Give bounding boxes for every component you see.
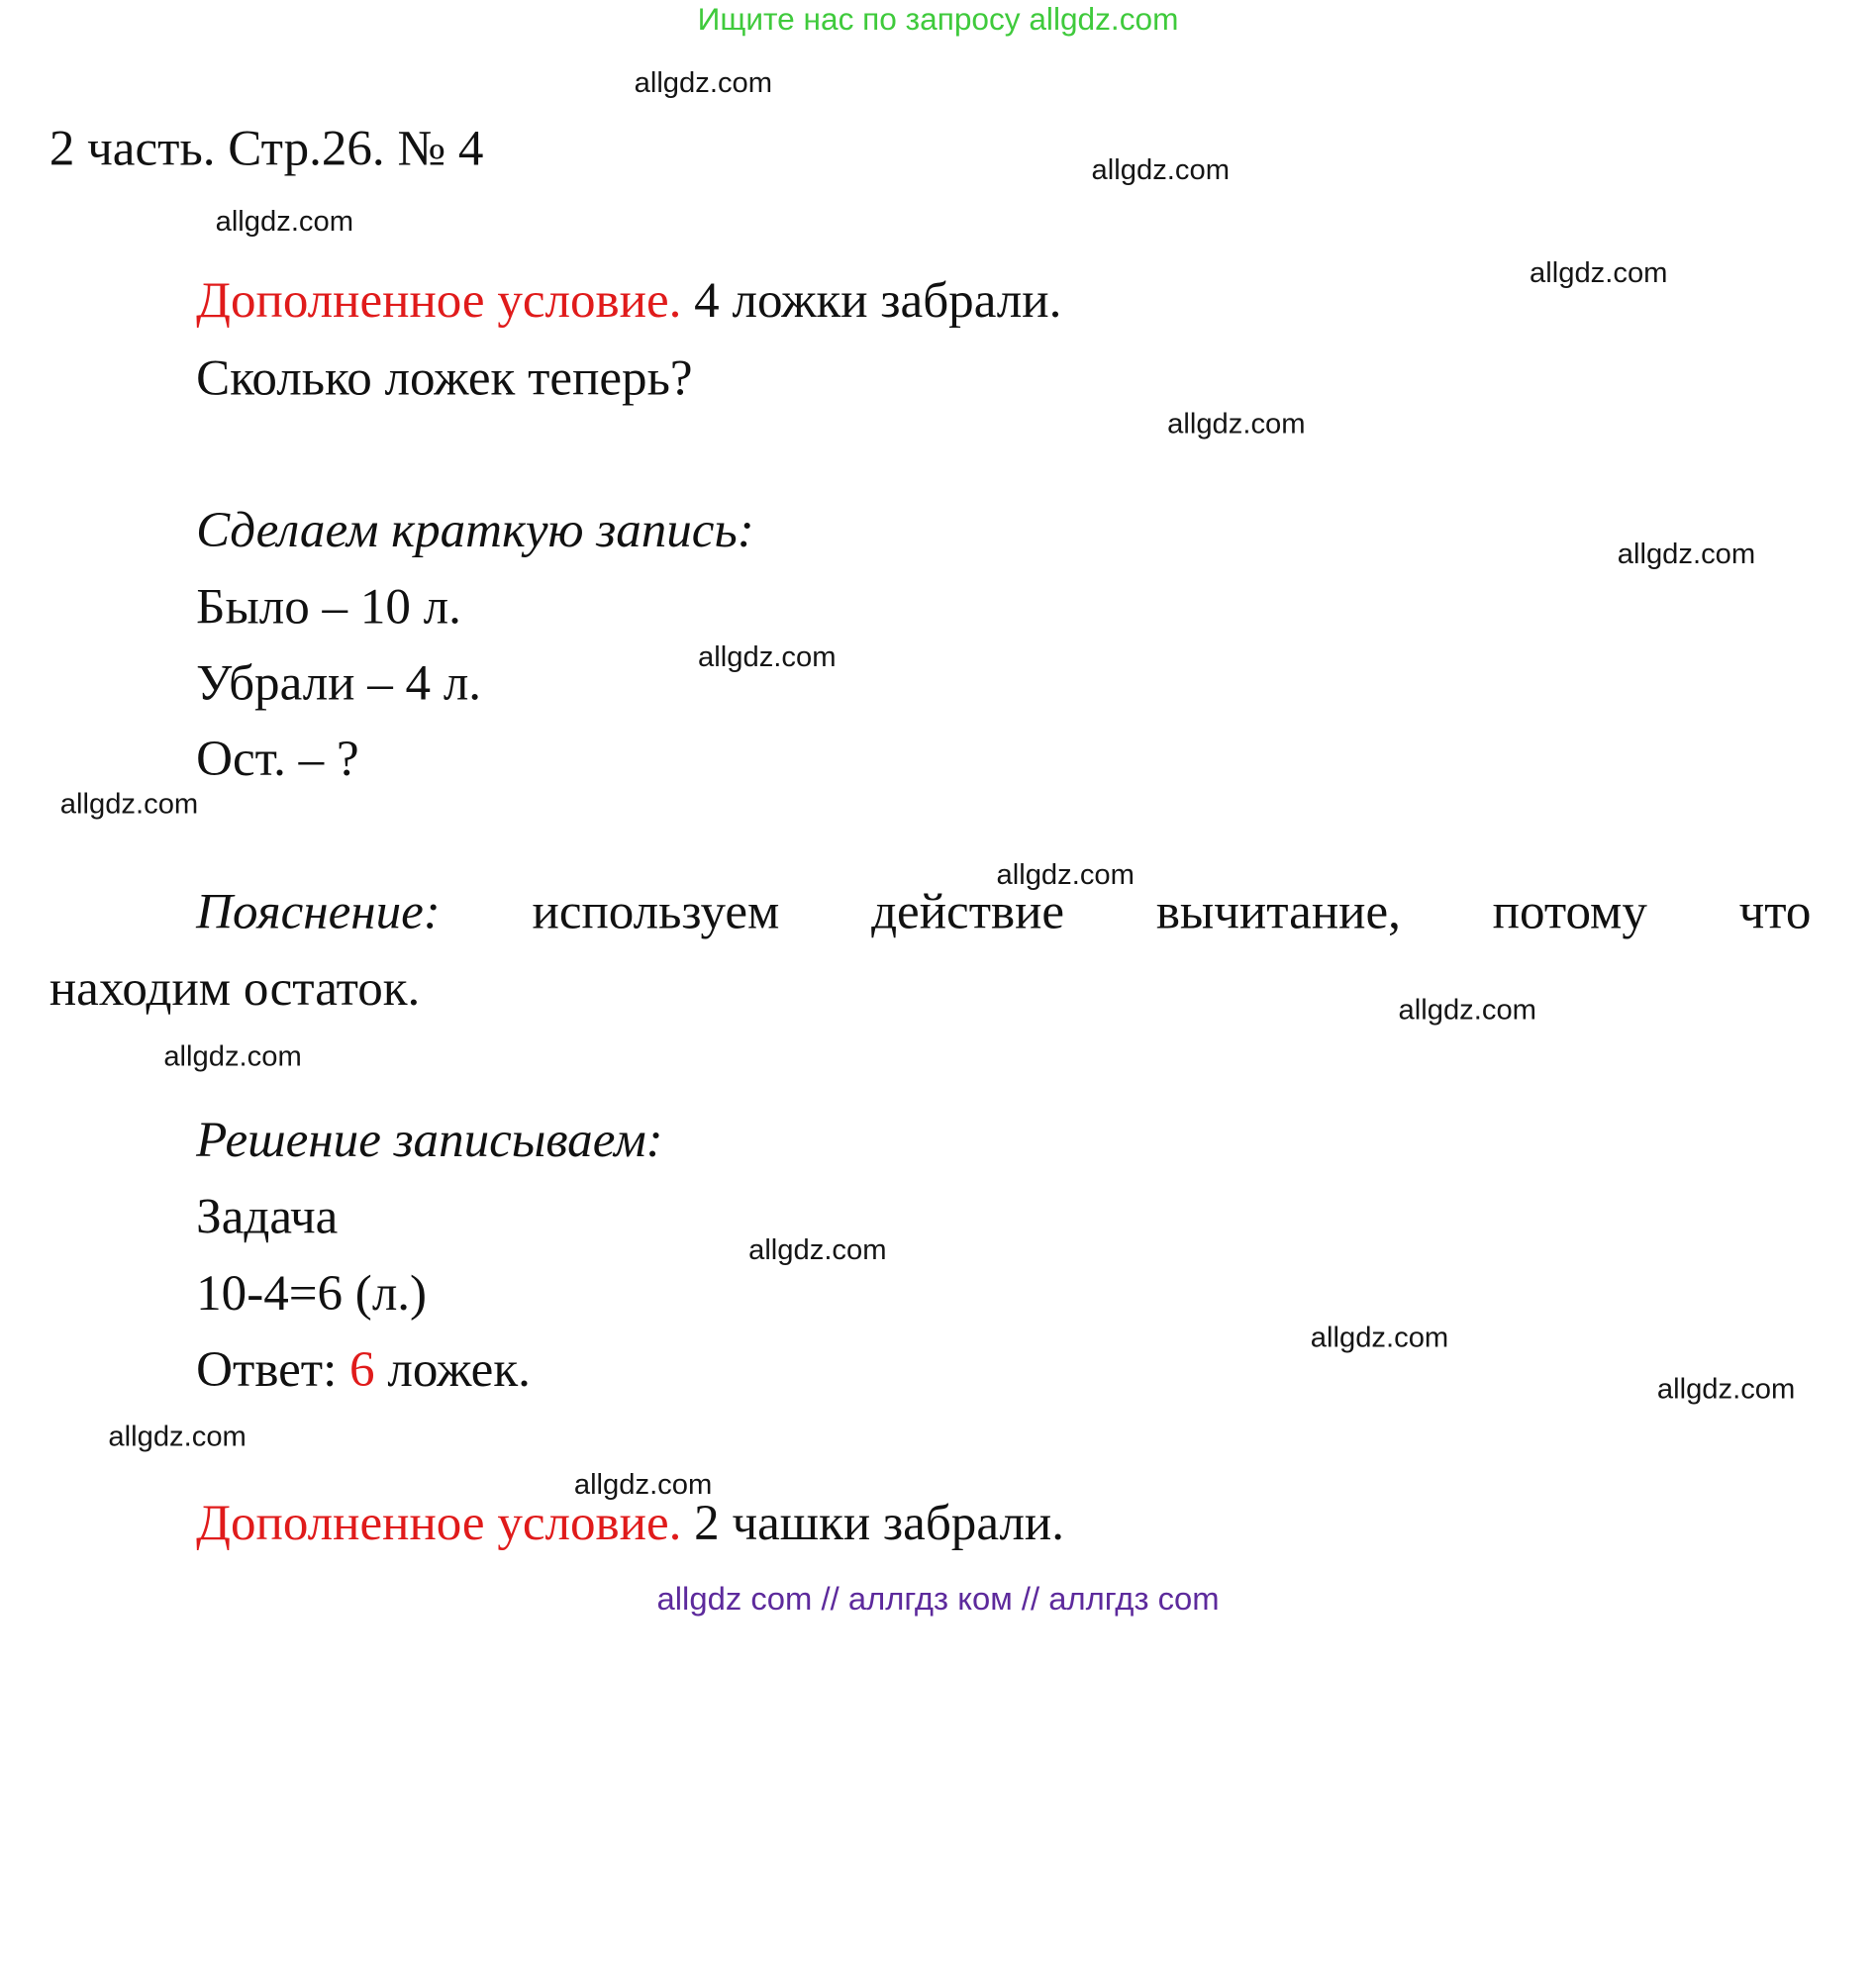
watermark: allgdz.com [634,66,773,100]
condition-line [196,273,1062,330]
watermark: allgdz.com [1310,1321,1449,1354]
watermark: allgdz.com [1091,153,1231,187]
watermark: allgdz.com [215,205,354,239]
watermark: allgdz.com [1656,1372,1796,1406]
explanation-word: действие [871,884,1065,940]
answer-prefix: Ответ: [196,1342,338,1399]
task-label: Задача [196,1190,339,1245]
short-note-title: Сделаем краткую запись: [196,503,754,559]
condition-text: 2 чашки забрали. [694,1496,1065,1551]
watermark: allgdz.com [163,1040,302,1073]
explanation-line [196,884,1812,940]
explanation-word: используем [532,884,780,940]
watermark: allgdz.com [1530,256,1668,290]
watermark: allgdz.com [108,1421,247,1453]
explanation-continuation: находим остаток. [49,961,421,1017]
footer-links[interactable]: allgdz com // аллгдз ком // аллгдз com [656,1581,1220,1618]
watermark: allgdz.com [573,1468,713,1502]
condition-label: Дополненное условие. [196,273,682,330]
short-note-line: Было – 10 л. [196,579,461,636]
explanation-word: потому [1492,884,1647,940]
equation: 10-4=6 (л.) [196,1266,428,1322]
condition-text: 4 ложки забрали. [694,273,1062,330]
condition-line [196,1496,1065,1551]
search-banner[interactable]: Ищите нас по запросу allgdz.com [697,1,1179,38]
watermark: allgdz.com [698,640,837,674]
page-heading: 2 часть. Стр.26. № 4 [49,122,484,177]
explanation-word: что [1738,884,1812,940]
explanation-word: вычитание, [1155,884,1401,940]
short-note-line: Убрали – 4 л. [196,656,482,712]
answer-line [196,1342,531,1399]
condition-label: Дополненное условие. [196,1496,682,1551]
explanation-label: Пояснение: [196,884,441,940]
watermark: allgdz.com [1617,538,1756,571]
watermark: allgdz.com [1167,407,1306,441]
solution-title: Решение записываем: [196,1113,663,1169]
answer-suffix: ложек. [387,1342,531,1399]
watermark: allgdz.com [748,1233,887,1267]
watermark: allgdz.com [59,788,199,821]
watermark: allgdz.com [1398,993,1536,1027]
answer-value: 6 [349,1342,375,1399]
short-note-line: Ост. – ? [196,732,359,787]
condition-question: Сколько ложек теперь? [196,351,693,407]
watermark: allgdz.com [996,858,1135,892]
